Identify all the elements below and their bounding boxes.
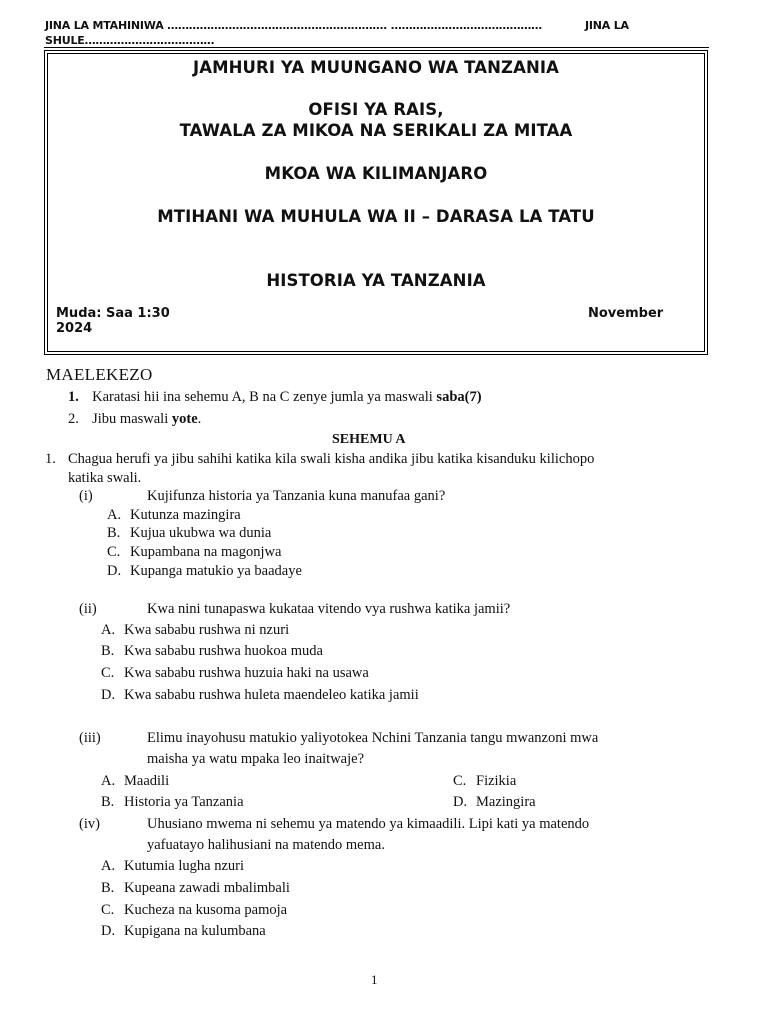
option-letter: C. [107,544,121,560]
option-text: Kwa sababu rushwa huokoa muda [124,643,323,659]
option-text: Kutumia lugha nzuri [124,858,245,874]
option-text: Kwa sababu rushwa huzuia haki na usawa [124,665,369,681]
option-letter: D. [453,794,468,810]
instruction-1-bold: saba(7) [436,389,482,405]
question-ii-number: (ii) [79,601,97,617]
instruction-2-bold: yote [171,411,198,427]
instruction-2 [68,411,201,428]
option-text: Mazingira [476,794,536,810]
instruction-1-text: Karatasi hii ina sehemu A, B na C zenye jumla ya maswali [92,389,437,405]
question-iv-number: (iv) [79,816,100,832]
option-text: Fizikia [476,773,517,789]
school-name-label: JINA LA [585,19,629,32]
option-letter: B. [107,525,121,541]
option-letter: C. [101,665,115,681]
question-ii-text: Kwa nini tunapaswa kukataa vitendo vya rushwa katika jamii? [147,601,511,617]
option-letter: A. [101,858,116,874]
question-iii-number: (iii) [79,730,101,746]
date-year: 2024 [56,321,93,336]
q1-instruction-line1: Chagua herufi ya jibu sahihi katika kila swali kisha andika jibu katika kisanduku kilichopo [68,451,595,467]
office-title: OFISI YA RAIS, [308,100,444,119]
ministry-title: TAWALA ZA MIKOA NA SERIKALI ZA MITAA [179,121,573,140]
q1-number: 1. [45,451,56,467]
option-letter: D. [101,687,116,703]
header-rule [44,47,709,48]
instruction-2-end: . [197,411,202,427]
option-text: Kupigana na kulumbana [124,923,266,939]
school-name-field: SHULE……………………………… [45,34,215,47]
option-letter: C. [101,902,115,918]
option-letter: A. [101,622,116,638]
option-text: Kwa sababu rushwa huleta maendeleo katika jamii [124,687,419,703]
option-letter: A. [107,507,122,523]
region-title: MKOA WA KILIMANJARO [264,164,488,183]
option-text: Maadili [124,773,170,789]
option-letter: C. [453,773,467,789]
option-letter: B. [101,643,115,659]
option-text: Kwa sababu rushwa ni nzuri [124,622,290,638]
option-text: Historia ya Tanzania [124,794,244,810]
instruction-2-number: 2. [68,411,79,427]
instruction-1 [68,389,482,406]
option-letter: B. [101,794,115,810]
section-a-heading: SEHEMU A [332,432,406,447]
option-letter: D. [107,563,122,579]
instructions-heading: MAELEKEZO [46,365,153,384]
date-month: November [588,306,664,321]
option-letter: B. [101,880,115,896]
question-iii-text-line2: maisha ya watu mpaka leo inaitwaje? [147,751,365,767]
question-i-number: (i) [79,488,93,504]
page-number: 1 [371,972,378,987]
option-text: Kucheza na kusoma pamoja [124,902,288,918]
option-text: Kupambana na magonjwa [130,544,282,560]
time-label: Muda: Saa 1:30 [56,306,170,321]
question-iv-text-line2: yafuatayo halihusiani na matendo mema. [147,837,385,853]
option-letter: A. [101,773,116,789]
instruction-2-text: Jibu maswali [92,411,172,427]
option-text: Kupeana zawadi mbalimbali [124,880,290,896]
question-iv-text-line1: Uhusiano mwema ni sehemu ya matendo ya kimaadili. Lipi kati ya matendo [147,816,590,832]
option-text: Kujua ukubwa wa dunia [130,525,272,541]
q1-instruction-line2: katika swali. [68,470,142,486]
question-iii-text-line1: Elimu inayohusu matukio yaliyotokea Nchini Tanzania tangu mwanzoni mwa [147,730,599,746]
republic-title: JAMHURI YA MUUNGANO WA TANZANIA [192,58,559,77]
subject-title: HISTORIA YA TANZANIA [266,271,486,290]
instruction-1-number: 1. [68,389,79,405]
candidate-name-field: JINA LA MTAHINIWA ……………………………………………………. …………………………………… [45,19,542,32]
option-letter: D. [101,923,116,939]
option-text: Kutunza mazingira [130,507,241,523]
option-text: Kupanga matukio ya baadaye [130,563,302,579]
exam-title: MTIHANI WA MUHULA WA II – DARASA LA TATU [157,207,595,226]
question-i-text: Kujifunza historia ya Tanzania kuna manufaa gani? [147,488,446,504]
